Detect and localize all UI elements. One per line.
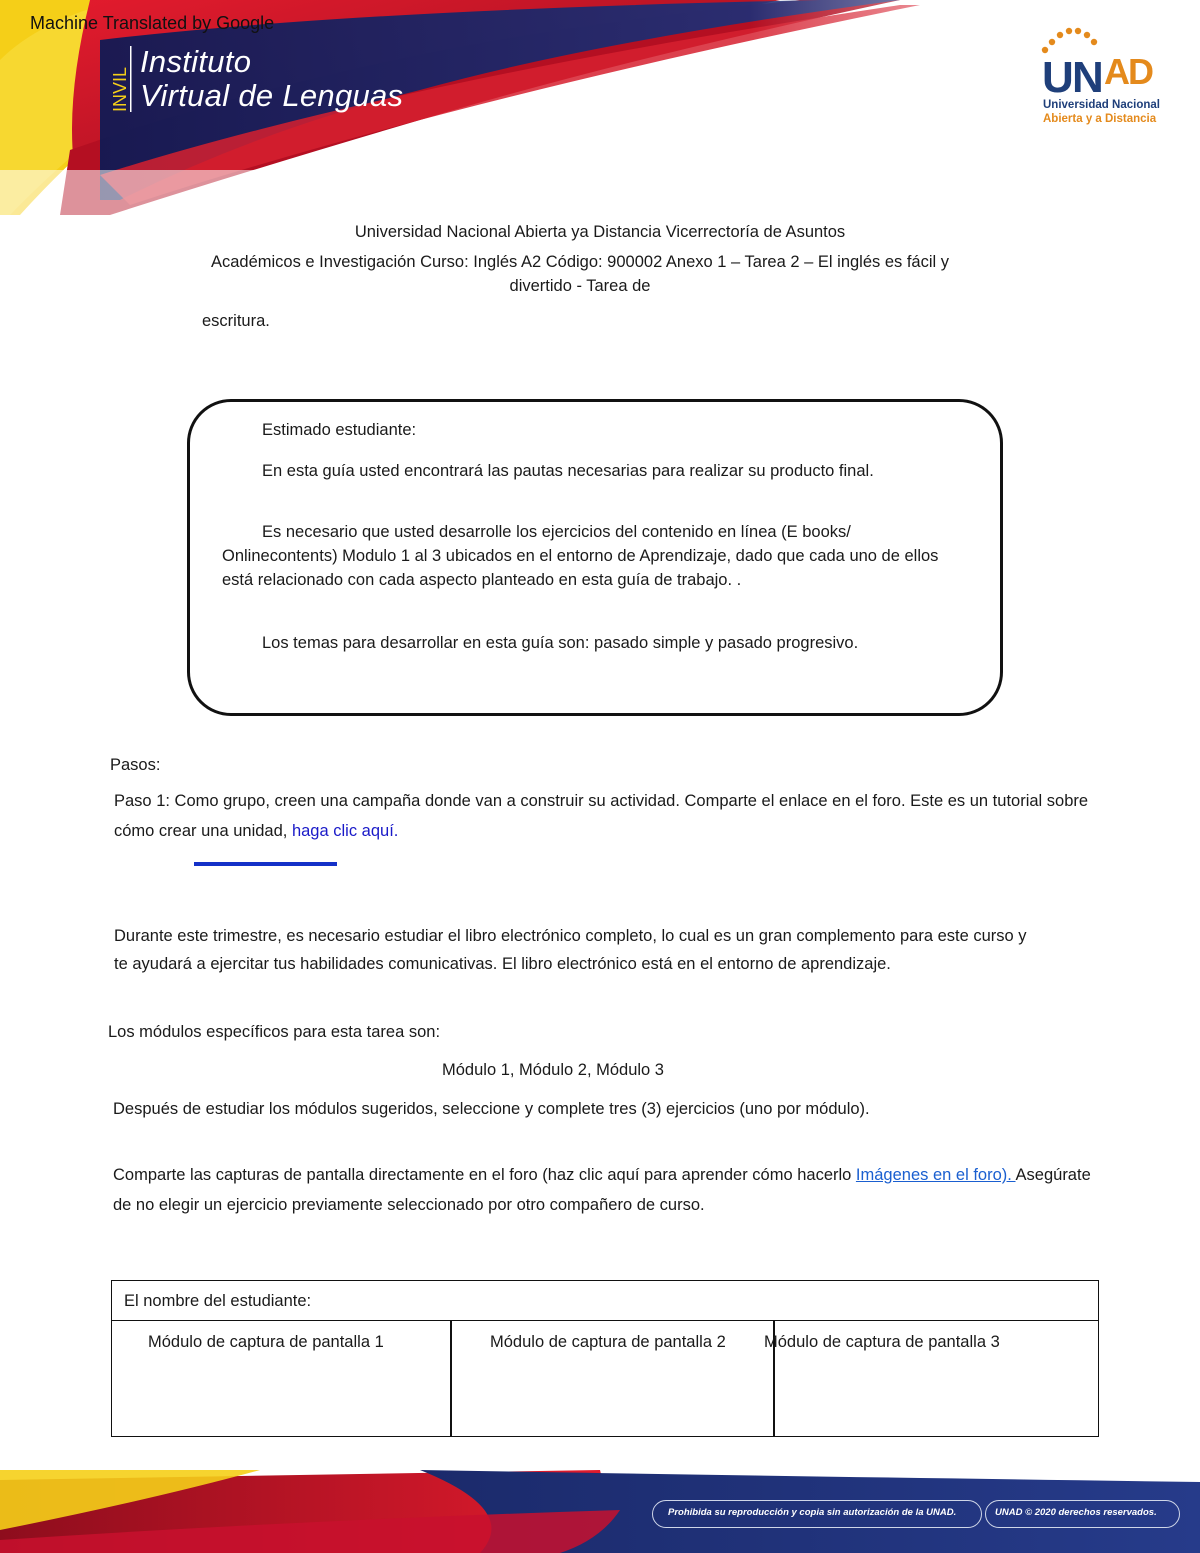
share-paragraph bbox=[113, 1160, 1113, 1220]
modules-list: Módulo 1, Módulo 2, Módulo 3 bbox=[442, 1061, 664, 1079]
footer-copyright: UNAD © 2020 derechos reservados. bbox=[995, 1507, 1157, 1518]
share-rest: Asegúrate de no elegir un ejercicio previamente seleccionado por otro compañero de curso. bbox=[113, 1166, 1091, 1214]
machine-translated-label: Machine Translated by Google bbox=[30, 13, 275, 33]
doc-title-line4: escritura. bbox=[202, 312, 270, 330]
screenshot-cell-1: Módulo de captura de pantalla 1 bbox=[148, 1333, 384, 1351]
forum-images-link[interactable]: Imágenes en el foro). bbox=[855, 1166, 1016, 1184]
intro-paragraph-3: Los temas para desarrollar en esta guía son: pasado simple y pasado progresivo. bbox=[262, 634, 859, 652]
screenshot-cell-2: Módulo de captura de pantalla 2 bbox=[490, 1333, 726, 1351]
share-text: Comparte las capturas de pantalla directamente en el foro (haz clic aquí para aprender cómo hacerlo bbox=[113, 1166, 856, 1184]
invl-vertical-text: INVIL bbox=[110, 66, 130, 112]
link-underline-bar bbox=[194, 862, 337, 866]
step-1-text: Paso 1: Como grupo, creen una campaña donde van a construir su actividad. Comparte el enlace en el foro. Este es un tutorial sobre cómo crear una unidad, bbox=[114, 792, 1089, 840]
steps-heading: Pasos: bbox=[110, 756, 161, 774]
ebook-paragraph: Durante este trimestre, es necesario estudiar el libro electrónico completo, lo cual es un gran complemento para este curso y te ayudará a ejercitar tus habilidades comunicativas. El libro electrónico está en el entorno de aprendizaje. bbox=[114, 927, 1027, 973]
doc-title-line3: divertido - Tarea de bbox=[509, 277, 651, 295]
intro-paragraph-1: En esta guía usted encontrará las pautas necesarias para realizar su producto final. bbox=[262, 462, 874, 480]
intro-paragraph-2: Es necesario que usted desarrolle los ejercicios del contenido en línea (E books/ Onlinecontents) Modulo 1 al 3 ubicados en el entorno de Aprendizaje, dado que cada uno de ellos está relacionado con cada aspecto planteado en esta guía de trabajo. . bbox=[222, 523, 939, 589]
doc-title-line2: Académicos e Investigación Curso: Inglés A2 Código: 900002 Anexo 1 – Tarea 2 – El inglés es fácil y bbox=[210, 253, 950, 271]
step-1-paragraph bbox=[114, 786, 1094, 846]
student-name-label: El nombre del estudiante: bbox=[124, 1292, 312, 1310]
unad-subtitle-line2: Abierta y a Distancia bbox=[1043, 113, 1157, 125]
tutorial-link[interactable]: haga clic aquí. bbox=[291, 822, 399, 840]
institute-name-line2: Virtual de Lenguas bbox=[140, 78, 404, 113]
footer-notice: Prohibida su reproducción y copia sin autorización de la UNAD. bbox=[668, 1507, 957, 1518]
svg-text:U: U bbox=[1042, 53, 1072, 102]
institute-name-line1: Instituto bbox=[140, 44, 252, 79]
svg-text:AD: AD bbox=[1104, 51, 1152, 92]
svg-text:N: N bbox=[1072, 53, 1102, 102]
table-divider bbox=[450, 1320, 452, 1437]
invl-logo-mark bbox=[106, 44, 132, 114]
screenshot-cell-3: Módulo de captura de pantalla 3 bbox=[764, 1333, 1000, 1351]
exercise-instructions: Después de estudiar los módulos sugeridos, seleccione y complete tres (3) ejercicios (uno por módulo). bbox=[113, 1100, 870, 1118]
modules-intro: Los módulos específicos para esta tarea son: bbox=[108, 1023, 441, 1041]
unad-subtitle-line1: Universidad Nacional bbox=[1043, 99, 1160, 111]
intro-greeting: Estimado estudiante: bbox=[262, 421, 417, 439]
doc-title-line1: Universidad Nacional Abierta ya Distancia Vicerrectoría de Asuntos bbox=[354, 223, 846, 241]
